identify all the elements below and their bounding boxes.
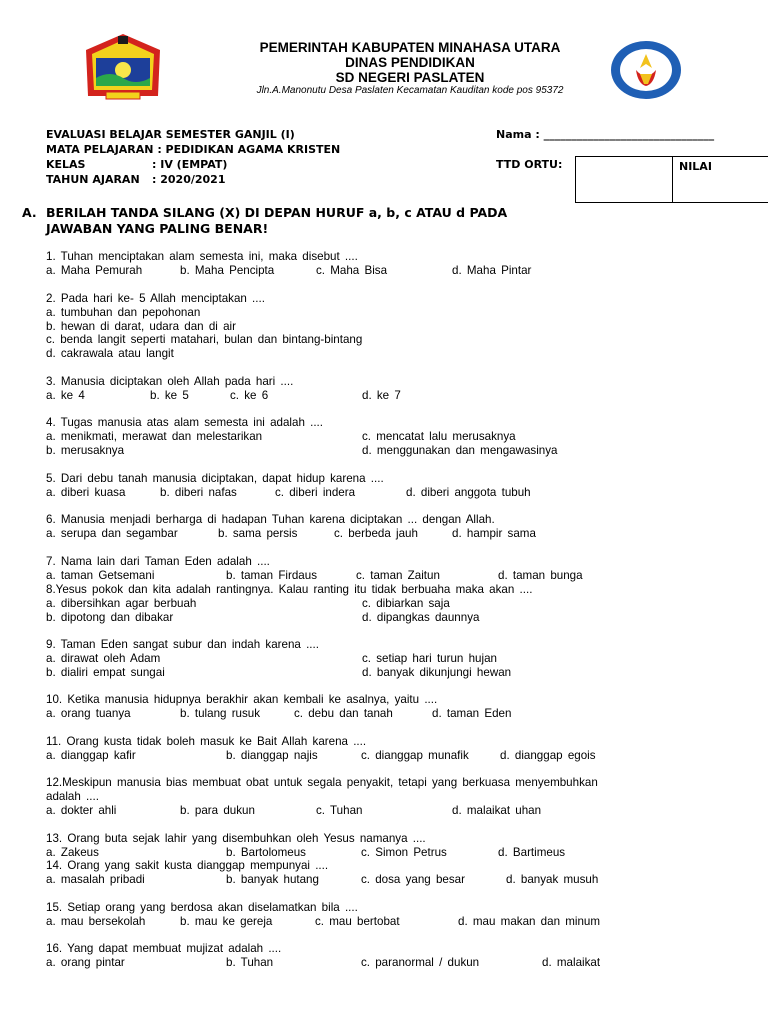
question-16-option-c[interactable]: c. paranormal / dukun xyxy=(361,955,480,969)
class-value: : IV (EMPAT) xyxy=(152,158,228,171)
question-5-text: 5. Dari debu tanah manusia diciptakan, dapat hidup karena .... xyxy=(46,472,384,485)
question-16-option-d[interactable]: d. malaikat xyxy=(542,955,601,969)
section-instruction-line2: JAWABAN YANG PALING BENAR! xyxy=(46,221,269,236)
question-9-option-a[interactable]: a. dirawat oleh Adam xyxy=(46,651,161,665)
question-13-option-d[interactable]: d. Bartimeus xyxy=(498,845,566,859)
question-12-text: 12.Meskipun manusia bias membuat obat untuk segala penyakit, tetapi yang berkuasa menyembuhkan xyxy=(46,776,598,789)
question-15-option-c[interactable]: c. mau bertobat xyxy=(315,914,400,928)
question-14-text: 14. Orang yang sakit kusta dianggap mempunyai .... xyxy=(46,859,329,872)
question-15-option-a[interactable]: a. mau bersekolah xyxy=(46,914,146,928)
subject-line: MATA PELAJARAN : PEDIDIKAN AGAMA KRISTEN xyxy=(46,143,341,156)
question-2-option-d[interactable]: d. cakrawala atau langit xyxy=(46,347,174,361)
question-6-option-b[interactable]: b. sama persis xyxy=(218,526,298,540)
question-3-text: 3. Manusia diciptakan oleh Allah pada hari .... xyxy=(46,375,294,388)
parent-signature-label: TTD ORTU: xyxy=(496,158,563,171)
question-14-option-d[interactable]: d. banyak musuh xyxy=(506,872,599,886)
question-4-option-d[interactable]: d. menggunakan dan mengawasinya xyxy=(362,443,558,457)
question-11-option-c[interactable]: c. dianggap munafik xyxy=(361,748,469,762)
question-14-option-b[interactable]: b. banyak hutang xyxy=(226,872,319,886)
school-address: Jln.A.Manonutu Desa Paslaten Kecamatan Kauditan kode pos 95372 xyxy=(256,85,564,96)
question-7-option-d[interactable]: d. taman bunga xyxy=(498,568,583,582)
question-12-option-c[interactable]: c. Tuhan xyxy=(316,803,363,817)
question-2-option-a[interactable]: a. tumbuhan dan pepohonan xyxy=(46,305,201,319)
question-13-text: 13. Orang buta sejak lahir yang disembuhkan oleh Yesus namanya .... xyxy=(46,832,426,845)
section-marker: A. xyxy=(22,205,37,220)
question-1-option-c[interactable]: c. Maha Bisa xyxy=(316,263,388,277)
question-4-option-a[interactable]: a. menikmati, merawat dan melestarikan xyxy=(46,429,263,443)
question-10-option-c[interactable]: c. debu dan tanah xyxy=(294,706,393,720)
question-10-text: 10. Ketika manusia hidupnya berakhir akan kembali ke asalnya, yaitu .... xyxy=(46,693,438,706)
question-1-option-a[interactable]: a. Maha Pemurah xyxy=(46,263,143,277)
question-5-option-c[interactable]: c. diberi indera xyxy=(275,485,356,499)
question-15-option-b[interactable]: b. mau ke gereja xyxy=(180,914,273,928)
question-12-option-d[interactable]: d. malaikat uhan xyxy=(452,803,542,817)
question-5-option-b[interactable]: b. diberi nafas xyxy=(160,485,237,499)
question-7-option-c[interactable]: c. taman Zaitun xyxy=(356,568,440,582)
question-2-option-c[interactable]: c. benda langit seperti matahari, bulan dan bintang-bintang xyxy=(46,333,363,347)
year-label: TAHUN AJARAN xyxy=(46,173,140,186)
question-5-option-d[interactable]: d. diberi anggota tubuh xyxy=(406,485,531,499)
question-9-option-d[interactable]: d. banyak dikunjungi hewan xyxy=(362,665,512,679)
question-10-option-d[interactable]: d. taman Eden xyxy=(432,706,512,720)
question-7-option-b[interactable]: b. taman Firdaus xyxy=(226,568,317,582)
year-value: : 2020/2021 xyxy=(152,173,226,186)
question-12-text-cont: adalah .... xyxy=(46,789,99,803)
question-14-option-c[interactable]: c. dosa yang besar xyxy=(361,872,465,886)
question-13-option-c[interactable]: c. Simon Petrus xyxy=(361,845,447,859)
question-6-option-c[interactable]: c. berbeda jauh xyxy=(334,526,418,540)
score-label: NILAI xyxy=(679,160,712,173)
question-2-option-b[interactable]: b. hewan di darat, udara dan di air xyxy=(46,319,236,333)
signature-box[interactable] xyxy=(575,156,673,203)
question-10-option-b[interactable]: b. tulang rusuk xyxy=(180,706,261,720)
question-6-option-a[interactable]: a. serupa dan segambar xyxy=(46,526,178,540)
question-2-text: 2. Pada hari ke- 5 Allah menciptakan .... xyxy=(46,292,265,305)
question-3-option-b[interactable]: b. ke 5 xyxy=(150,388,189,402)
question-6-option-d[interactable]: d. hampir sama xyxy=(452,526,536,540)
name-field[interactable]: Nama : _______________________________ xyxy=(496,128,715,141)
question-12-option-a[interactable]: a. dokter ahli xyxy=(46,803,117,817)
question-9-option-c[interactable]: c. setiap hari turun hujan xyxy=(362,651,497,665)
question-13-option-b[interactable]: b. Bartolomeus xyxy=(226,845,306,859)
question-9-text: 9. Taman Eden sangat subur dan indah karena .... xyxy=(46,638,319,651)
question-8-text: 8.Yesus pokok dan kita adalah rantingnya. Kalau ranting itu tidak berbuaha maka akan .... xyxy=(46,583,533,596)
question-6-text: 6. Manusia menjadi berharga di hadapan Tuhan karena diciptakan ... dengan Allah. xyxy=(46,513,495,526)
question-11-option-a[interactable]: a. dianggap kafir xyxy=(46,748,136,762)
question-1-text: 1. Tuhan menciptakan alam semesta ini, maka disebut .... xyxy=(46,250,358,263)
question-16-option-b[interactable]: b. Tuhan xyxy=(226,955,274,969)
question-3-option-a[interactable]: a. ke 4 xyxy=(46,388,85,402)
question-3-option-d[interactable]: d. ke 7 xyxy=(362,388,401,402)
question-11-option-b[interactable]: b. dianggap najis xyxy=(226,748,318,762)
question-4-text: 4. Tugas manusia atas alam semesta ini adalah .... xyxy=(46,416,324,429)
question-8-option-b[interactable]: b. dipotong dan dibakar xyxy=(46,610,174,624)
question-4-option-b[interactable]: b. merusaknya xyxy=(46,443,125,457)
question-3-option-c[interactable]: c. ke 6 xyxy=(230,388,269,402)
department-title: DINAS PENDIDIKAN xyxy=(345,55,475,70)
question-12-option-b[interactable]: b. para dukun xyxy=(180,803,255,817)
question-10-option-a[interactable]: a. orang tuanya xyxy=(46,706,131,720)
government-title: PEMERINTAH KABUPATEN MINAHASA UTARA xyxy=(259,40,561,55)
question-16-option-a[interactable]: a. orang pintar xyxy=(46,955,125,969)
question-16-text: 16. Yang dapat membuat mujizat adalah .... xyxy=(46,942,282,955)
question-1-option-d[interactable]: d. Maha Pintar xyxy=(452,263,532,277)
section-instruction-line1: BERILAH TANDA SILANG (X) DI DEPAN HURUF a, b, c ATAU d PADA xyxy=(46,205,508,220)
question-14-option-a[interactable]: a. masalah pribadi xyxy=(46,872,145,886)
question-8-option-d[interactable]: d. dipangkas daunnya xyxy=(362,610,480,624)
question-11-text: 11. Orang kusta tidak boleh masuk ke Bait Allah karena .... xyxy=(46,735,367,748)
question-7-option-a[interactable]: a. taman Getsemani xyxy=(46,568,155,582)
question-13-option-a[interactable]: a. Zakeus xyxy=(46,845,99,859)
class-label: KELAS xyxy=(46,158,86,171)
regency-logo-icon xyxy=(82,32,164,104)
question-15-option-d[interactable]: d. mau makan dan minum xyxy=(458,914,601,928)
question-9-option-b[interactable]: b. dialiri empat sungai xyxy=(46,665,165,679)
question-7-text: 7. Nama lain dari Taman Eden adalah .... xyxy=(46,555,270,568)
exam-title: EVALUASI BELAJAR SEMESTER GANJIL (I) xyxy=(46,128,295,141)
question-15-text: 15. Setiap orang yang berdosa akan diselamatkan bila .... xyxy=(46,901,358,914)
question-1-option-b[interactable]: b. Maha Pencipta xyxy=(180,263,275,277)
question-5-option-a[interactable]: a. diberi kuasa xyxy=(46,485,126,499)
question-4-option-c[interactable]: c. mencatat lalu merusaknya xyxy=(362,429,516,443)
question-11-option-d[interactable]: d. dianggap egois xyxy=(500,748,596,762)
school-title: SD NEGERI PASLATEN xyxy=(335,70,485,85)
question-8-option-a[interactable]: a. dibersihkan agar berbuah xyxy=(46,596,197,610)
question-8-option-c[interactable]: c. dibiarkan saja xyxy=(362,596,450,610)
